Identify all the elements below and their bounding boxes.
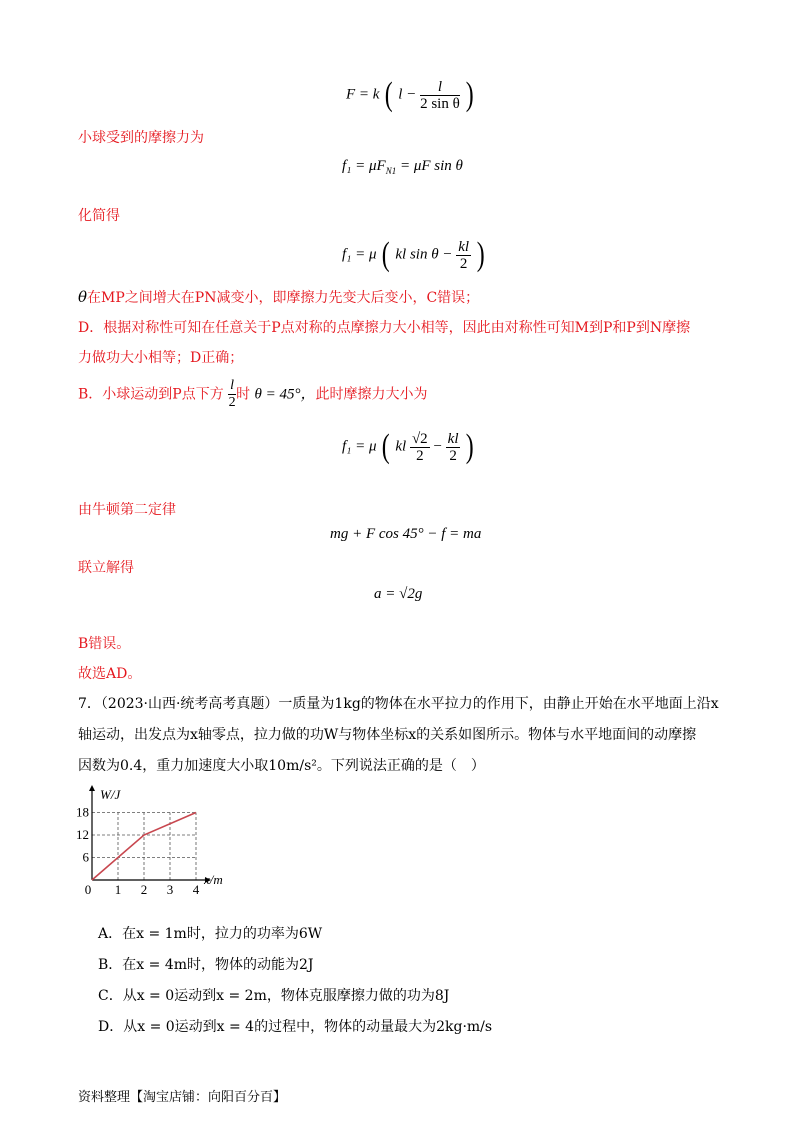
x-tick-label-1: 1 xyxy=(114,882,122,894)
x-tick-label-4: 4 xyxy=(192,882,200,894)
formula-newton: mg + F cos 45° − f = ma xyxy=(330,526,482,542)
work-position-chart xyxy=(72,784,242,894)
simplify-label: 化简得 xyxy=(78,208,120,224)
question-7-line-3: 因数为0.4，重力加速度大小取10m/s²。下列说法正确的是（ ） xyxy=(78,758,485,774)
question-7-line-2: 轴运动，出发点为x轴零点，拉力做的功W与物体坐标x的关系如图所示。物体与水平地面间的动摩擦 xyxy=(78,727,697,743)
friction-intro: 小球受到的摩擦力为 xyxy=(78,130,204,146)
y-tick-label-18: 18 xyxy=(76,804,89,820)
formula-friction-simplified: f₁ = μ ( kl sin θ − $\frac{kl}{2}$ ) xyxy=(342,236,485,273)
chart-grid xyxy=(92,813,196,881)
y-tick-label-12: 12 xyxy=(76,827,89,842)
option-d-analysis-2: 力做功大小相等；D正确； xyxy=(78,350,244,366)
formula-acceleration: a = √2g xyxy=(374,586,423,602)
footer-source: 资料整理【淘宝店铺：向阳百分百】 xyxy=(78,1090,287,1105)
formula-f1-num: l xyxy=(420,79,460,96)
option-c: C．从x = 0运动到x = 2m，物体克服摩擦力做的功为8J xyxy=(98,988,450,1004)
formula-f1-lhs: F = k xyxy=(346,86,380,103)
formula-spring-force: F = k ( l − $\frac{l}{\text{2 sin θ}}$ ) xyxy=(346,76,474,113)
y-axis-arrow xyxy=(89,785,95,791)
formula-friction-at-45: f₁ = μ ( kl $\frac{√2}{2}$ − $\frac{kl}{2}$ ) xyxy=(342,428,474,465)
option-a: A．在x = 1m时，拉力的功率为6W xyxy=(98,926,323,942)
x-tick-label-2: 2 xyxy=(140,882,148,894)
formula-f1-l: l − xyxy=(398,86,417,103)
formula-friction: $f_1 = \mu F_{N1} = \mu F$ sin θ xyxy=(342,158,463,176)
y-axis-label: W/J xyxy=(100,787,121,802)
x-tick-label-3: 3 xyxy=(166,882,174,894)
x-tick-label-0: 0 xyxy=(84,882,92,894)
newton-label: 由牛顿第二定律 xyxy=(78,502,176,518)
theta-analysis-line: θ在MP之间增大在PN减变小，即摩擦力先变大后变小，C错误； xyxy=(78,288,480,306)
option-d: D．从x = 0运动到x = 4的过程中，物体的动量最大为2kg·m/s xyxy=(98,1019,493,1035)
y-tick-label-6: 6 xyxy=(82,849,89,865)
option-b: B．在x = 4m时，物体的动能为2J xyxy=(98,957,314,973)
x-axis-label: x/m xyxy=(204,872,223,887)
option-b-analysis: B．小球运动到P点下方 $\frac{l}{2}$ 时 θ = 45°，此时摩擦力大小为 xyxy=(78,378,428,410)
option-d-analysis-1: D．根据对称性可知在任意关于P点对称的点摩擦力大小相等，因此由对称性可知M到P和P到N摩擦 xyxy=(78,320,691,336)
solve-label: 联立解得 xyxy=(78,560,134,576)
formula-f1-den: 2 sin θ xyxy=(420,95,460,112)
answer-line: 故选AD。 xyxy=(78,666,142,682)
b-wrong: B错误。 xyxy=(78,636,131,652)
question-7-line-1: 7．（2023·山西·统考高考真题）一质量为1kg的物体在水平拉力的作用下，由静止开始在水平地面上沿x xyxy=(78,696,719,712)
